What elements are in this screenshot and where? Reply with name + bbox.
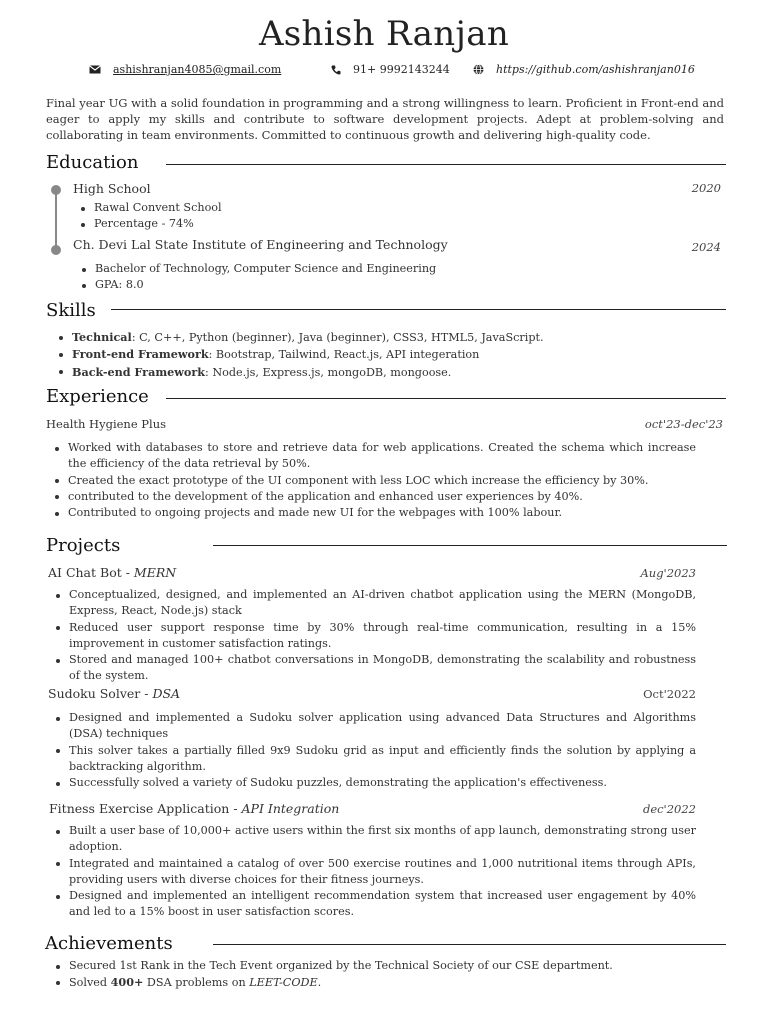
list-item: contributed to the development of the application and enhanced user experiences by 40%. <box>54 489 696 505</box>
list-item: Created the exact prototype of the UI component with less LOC which increase the efficiency by 30%. <box>54 473 696 489</box>
education-date: 2024 <box>691 240 721 254</box>
list-item: Designed and implemented a Sudoku solver application using advanced Data Structures and Algorithms (DSA) techniques <box>55 710 696 743</box>
timeline-line <box>55 193 57 246</box>
list-item: Bachelor of Technology, Computer Science and Engineering <box>81 261 681 277</box>
education-heading: Education <box>46 152 139 173</box>
project-bullets <box>55 587 696 685</box>
summary-paragraph: Final year UG with a solid foundation in programming and a strong willingness to learn. Proficient in Front-end and eager to apply my skills and contribute to software development projects. Adept at problem-solving and collaborating in team environments. Committed to continuous growth and delivering high-quality code. <box>46 96 724 143</box>
list-item: Reduced user support response time by 30% through real-time communication, resulting in a 15% improvement in customer satisfaction ratings. <box>55 620 696 653</box>
globe-icon <box>473 64 484 75</box>
list-item: Percentage - 74% <box>80 216 680 232</box>
project-date: dec'2022 <box>642 802 696 816</box>
skills-heading: Skills <box>46 300 96 321</box>
achievements-list <box>55 958 715 992</box>
achievements-rule <box>213 944 726 945</box>
list-item: Stored and managed 100+ chatbot conversations in MongoDB, demonstrating the scalability and robustness of the system. <box>55 652 696 685</box>
list-item: Secured 1st Rank in the Tech Event organized by the Technical Society of our CSE department. <box>55 958 715 974</box>
project-title: Sudoku Solver - DSA <box>48 686 181 701</box>
projects-heading: Projects <box>46 535 121 556</box>
list-item: Successfully solved a variety of Sudoku puzzles, demonstrating the application's effectiveness. <box>55 775 696 791</box>
project-bullets <box>55 710 696 791</box>
phone-icon <box>331 65 341 75</box>
list-item: Worked with databases to store and retrieve data for web applications. Created the schema which increase the efficiency of the data retrieval by 50%. <box>54 440 696 473</box>
project-title: Fitness Exercise Application - API Integration <box>49 801 340 816</box>
education-details <box>81 261 681 294</box>
list-item: Integrated and maintained a catalog of over 500 exercise routines and 1,000 nutritional items through APIs, providing users with diverse choices for their fitness journeys. <box>55 856 696 889</box>
phone-contact <box>331 63 450 76</box>
education-school: High School <box>73 181 151 196</box>
experience-rule <box>166 398 726 399</box>
skills-list <box>58 329 718 381</box>
list-item: Built a user base of 10,000+ active users within the first six months of app launch, demonstrating strong user adoption. <box>55 823 696 856</box>
list-item: Designed and implemented an intelligent recommendation system that increased user engagement by 40% and led to a 15% boost in user satisfaction scores. <box>55 888 696 921</box>
github-link[interactable]: https://github.com/ashishranjan016 <box>496 63 695 76</box>
experience-date: oct'23-dec'23 <box>644 417 723 431</box>
project-title: AI Chat Bot - MERN <box>48 565 177 580</box>
list-item: Solved 400+ DSA problems on LEET-CODE. <box>55 974 715 991</box>
projects-rule <box>213 545 727 546</box>
list-item: Technical: C, C++, Python (beginner), Java (beginner), CSS3, HTML5, JavaScript. <box>58 329 718 346</box>
list-item: Rawal Convent School <box>80 200 680 216</box>
list-item: This solver takes a partially filled 9x9 Sudoku grid as input and efficiently finds the solution by applying a backtracking algorithm. <box>55 743 696 776</box>
email-link[interactable]: ashishranjan4085@gmail.com <box>113 63 282 76</box>
project-date: Oct'2022 <box>643 687 696 701</box>
experience-company: Health Hygiene Plus <box>46 417 167 431</box>
phone-number: 91+ 9992143244 <box>353 63 450 76</box>
list-item: Contributed to ongoing projects and made new UI for the webpages with 100% labour. <box>54 505 696 521</box>
resume-name: Ashish Ranjan <box>258 14 510 54</box>
project-date: Aug'2023 <box>640 566 696 580</box>
list-item: Front-end Framework: Bootstrap, Tailwind, React.js, API integeration <box>58 346 718 363</box>
education-details <box>80 200 680 233</box>
envelope-icon <box>89 65 101 74</box>
education-rule <box>166 164 726 165</box>
github-contact[interactable] <box>473 63 695 76</box>
experience-bullets <box>54 440 696 521</box>
experience-heading: Experience <box>46 386 149 407</box>
education-school: Ch. Devi Lal State Institute of Engineering and Technology <box>73 237 448 252</box>
education-date: 2020 <box>691 181 721 195</box>
list-item: Conceptualized, designed, and implemented an AI-driven chatbot application using the MERN (MongoDB, Express, React, Node.js) stack <box>55 587 696 620</box>
timeline-dot <box>51 245 61 255</box>
achievements-heading: Achievements <box>45 933 173 954</box>
skills-rule <box>111 309 726 310</box>
project-bullets <box>55 823 696 921</box>
list-item: Back-end Framework: Node.js, Express.js, mongoDB, mongoose. <box>58 364 718 381</box>
list-item: GPA: 8.0 <box>81 277 681 293</box>
email-contact[interactable] <box>89 63 281 76</box>
